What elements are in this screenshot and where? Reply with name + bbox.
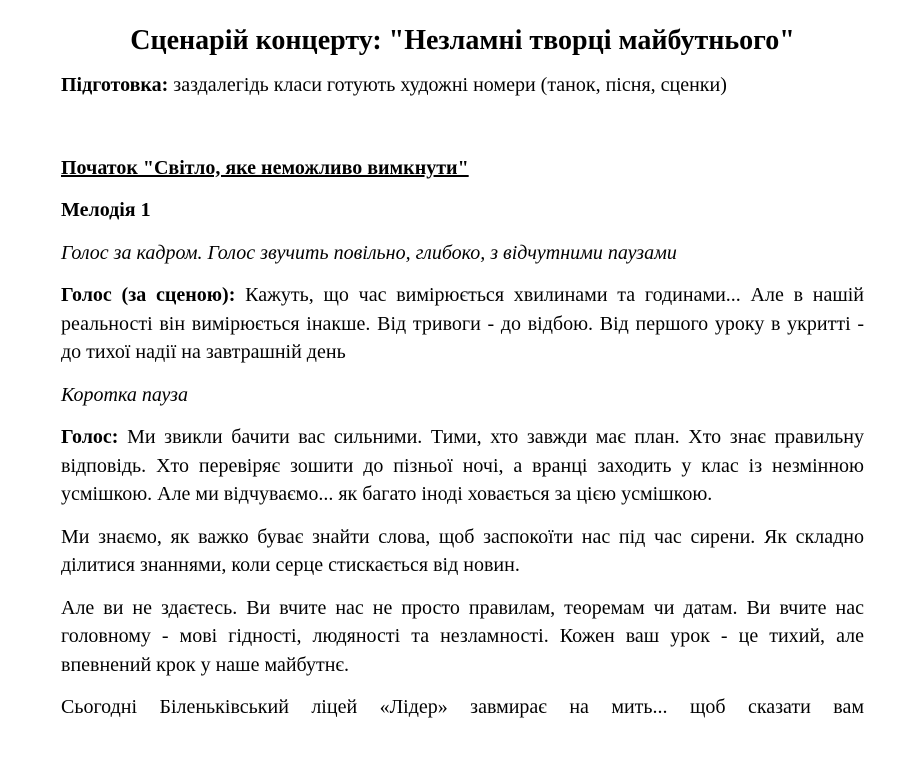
body-paragraph-lessons: Але ви не здаєтесь. Ви вчите нас не просто правилам, теоремам чи датам. Ви вчите нас головному - мові гідності, людяності та незламності. Кожен ваш урок - це тихий, але впевнений крок у наше майбутнє.	[61, 596, 864, 676]
speaker-label: Голос:	[61, 426, 119, 448]
melody-heading: Мелодія 1	[61, 199, 151, 221]
voice-paragraph	[61, 423, 864, 509]
stage-direction-pause: Коротка пауза	[61, 383, 188, 406]
speaker-label: Голос (за сценою):	[61, 284, 236, 306]
speech-text: Кажуть, що час вимірюється хвилинами та годинами... Але в нашій реальності він вимірюється інакше. Від тривоги - до відбою. Від першого уроку в укритті - до тихої надії на завтрашній день	[61, 284, 865, 363]
document-page	[61, 0, 864, 719]
speech-text: Ми звикли бачити вас сильними. Тими, хто завжди має план. Хто знає правильну відповідь. Хто перевіряє зошити до пізньої ночі, а вранці заходить у клас із незмінною усмішкою. Але ми відчуваємо... як багато іноді ховається за цією усмішкою.	[61, 426, 864, 505]
voice-offstage-paragraph	[61, 281, 864, 367]
section-heading: Початок "Світло, яке неможливо вимкнути"	[61, 156, 469, 179]
preparation-paragraph	[61, 71, 864, 100]
preparation-text: заздалегідь класи готують художні номери (танок, пісня, сценки)	[168, 74, 727, 96]
body-paragraph-today: Сьогодні Біленьківський ліцей «Лідер» завмирає на мить... щоб сказати вам	[61, 696, 864, 718]
stage-direction: Голос за кадром. Голос звучить повільно, глибоко, з відчутними паузами	[61, 241, 677, 264]
cut-off-line	[61, 693, 864, 719]
preparation-label: Підготовка:	[61, 74, 169, 96]
body-paragraph-sirens: Ми знаємо, як важко буває знайти слова, щоб заспокоїти нас під час сирени. Як складно ділитися знаннями, коли серце стискається від новин.	[61, 525, 864, 576]
document-title: Сценарій концерту: "Незламні творці майбутнього"	[130, 25, 795, 56]
